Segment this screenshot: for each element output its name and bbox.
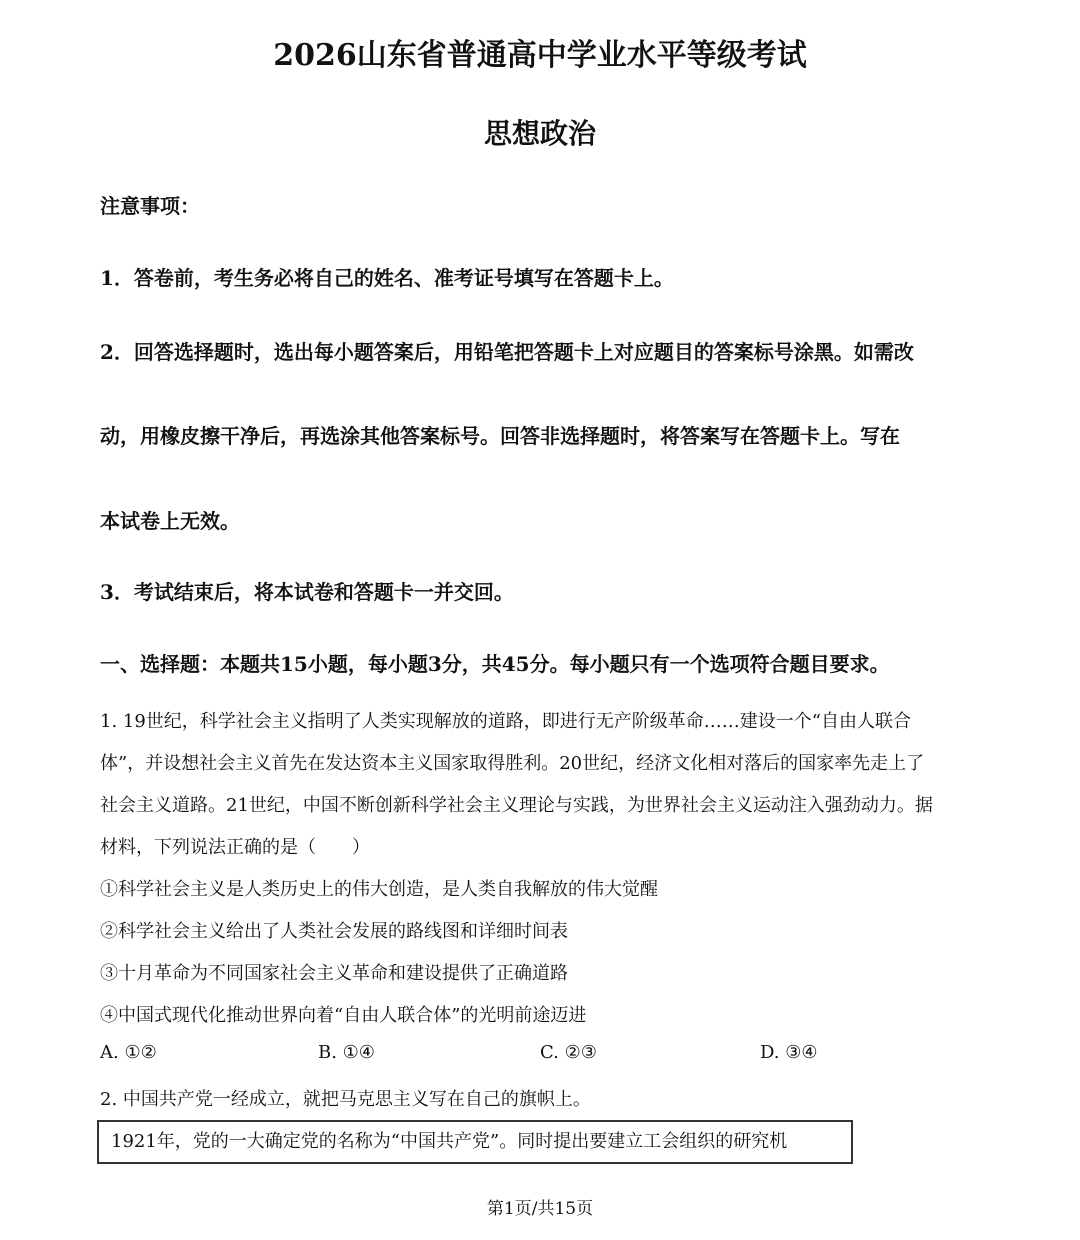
statement-3: ③十月革命为不同国家社会主义革命和建设提供了正确道路 [100,963,568,984]
section-heading: 一、选择题：本题共15小题，每小题3分，共45分。每小题只有一个选项符合题目要求。 [100,652,890,676]
option-d: D. ③④ [760,1042,818,1063]
option-b: B. ①④ [318,1042,375,1063]
option-a: A. ①② [100,1042,157,1063]
notice-heading: 注意事项： [100,194,200,218]
notice-item-2-line-1: 2．回答选择题时，选出每小题答案后，用铅笔把答题卡上对应题目的答案标号涂黑。如需改 [100,340,914,364]
exam-title: 2026山东省普通高中学业水平等级考试 [273,38,807,73]
subject-title: 思想政治 [483,117,596,150]
notice-item-3: 3．考试结束后，将本试卷和答题卡一并交回。 [100,580,514,604]
question-1-line-4: 材料，下列说法正确的是（ ） [100,837,370,858]
statement-4: ④中国式现代化推动世界向着“自由人联合体”的光明前途迈进 [100,1005,587,1026]
statement-2: ②科学社会主义给出了人类社会发展的路线图和详细时间表 [100,921,568,942]
question-1-line-1: 1. 19世纪，科学社会主义指明了人类实现解放的道路，即进行无产阶级革命……建设一个“自由人联合 [100,711,911,732]
notice-item-2-line-3: 本试卷上无效。 [100,509,240,533]
question-2-stem: 2. 中国共产党一经成立，就把马克思主义写在自己的旗帜上。 [100,1089,591,1110]
question-1-line-3: 社会主义道路。21世纪，中国不断创新科学社会主义理论与实践，为世界社会主义运动注入强劲动力。据 [100,795,933,816]
page-number: 第1页/共15页 [486,1199,594,1219]
notice-item-1: 1．答卷前，考生务必将自己的姓名、准考证号填写在答题卡上。 [100,266,674,290]
material-box: 1921年，党的一大确定党的名称为“中国共产党”。同时提出要建立工会组织的研究机 [97,1120,853,1164]
notice-item-2-line-2: 动，用橡皮擦干净后，再选涂其他答案标号。回答非选择题时，将答案写在答题卡上。写在 [100,424,900,448]
statement-1: ①科学社会主义是人类历史上的伟大创造，是人类自我解放的伟大觉醒 [100,879,658,900]
question-1-line-2: 体”，并设想社会主义首先在发达资本主义国家取得胜利。20世纪，经济文化相对落后的国家率先走上了 [100,753,925,774]
option-c: C. ②③ [540,1042,597,1063]
